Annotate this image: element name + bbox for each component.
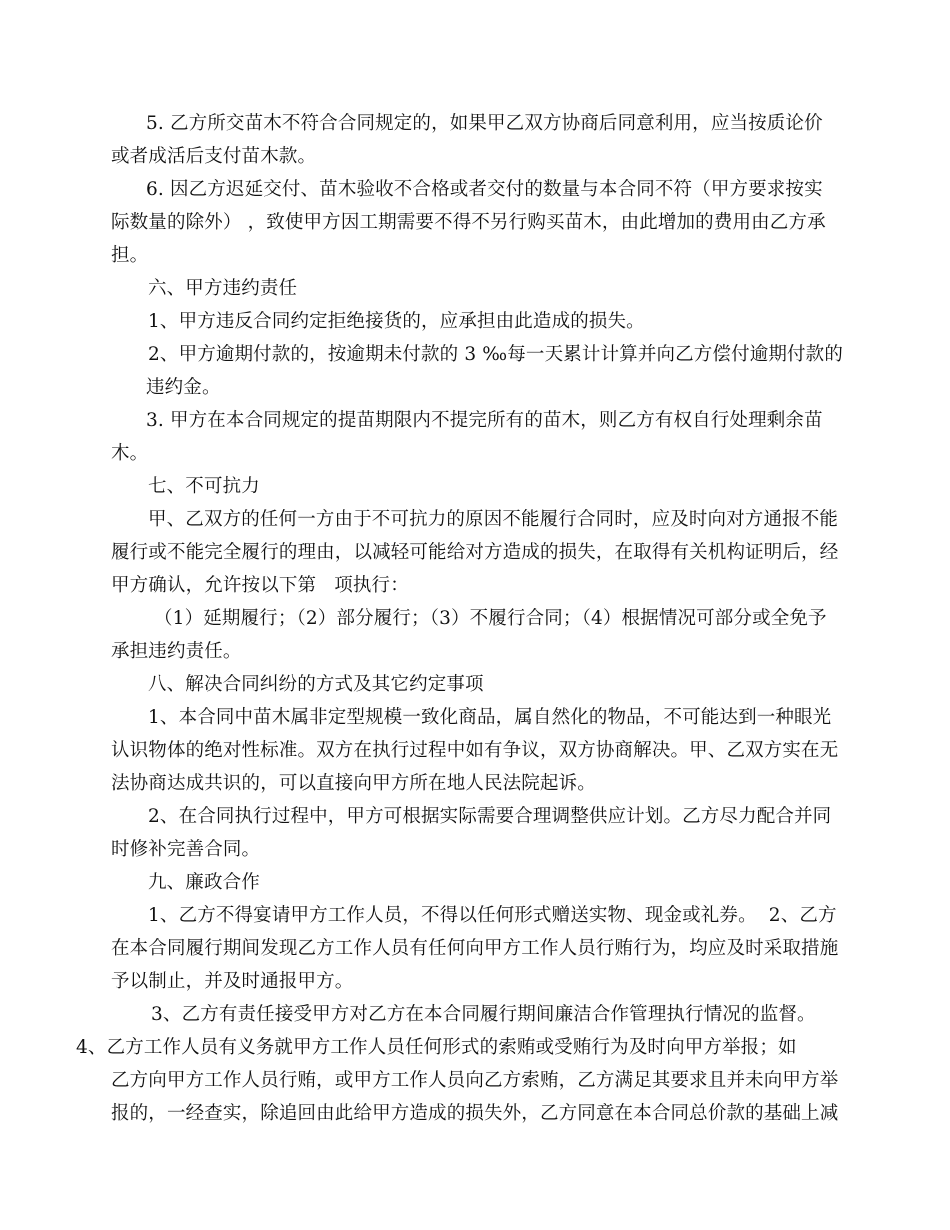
section-heading: 八、解决合同纠纷的方式及其它约定事项 [148,674,484,695]
paragraph-line: 违约金。 [146,377,221,398]
paragraph-line: 2、在合同执行过程中，甲方可根据实际需要合理调整供应计划。乙方尽力配合并同 [148,806,832,827]
paragraph-line: 6. 因乙方迟延交付、苗木验收不合格或者交付的数量与本合同不符（甲方要求按实 [146,179,823,200]
paragraph-line: 3、乙方有责任接受甲方对乙方在本合同履行期间廉洁合作管理执行情况的监督。 [151,1004,816,1025]
paragraph-line: 乙方向甲方工作人员行贿，或甲方工作人员向乙方索贿，乙方满足其要求且并未向甲方举 [111,1070,839,1091]
section-heading: 六、甲方违约责任 [148,278,298,299]
paragraph-line: 甲、乙双方的任何一方由于不可抗力的原因不能履行合同时，应及时向对方通报不能 [148,509,839,530]
paragraph-line: 履行或不能完全履行的理由，以减轻可能给对方造成的损失，在取得有关机构证明后，经 [111,542,839,563]
paragraph-line: 4、乙方工作人员有义务就甲方工作人员任何形式的索贿或受贿行为及时向甲方举报；如 [76,1037,797,1058]
paragraph-line: 担。 [111,245,149,266]
paragraph-line: 际数量的除外） ，致使甲方因工期需要不得不另行购买苗木，由此增加的费用由乙方承 [111,212,826,233]
paragraph-line: 在本合同履行期间发现乙方工作人员有任何向甲方工作人员行贿行为，均应及时采取措施 [111,938,839,959]
paragraph-line: 认识物体的绝对性标准。双方在执行过程中如有争议，双方协商解决。甲、乙双方实在无 [111,740,839,761]
paragraph-line: 承担违约责任。 [111,641,242,662]
paragraph-line: 1、甲方违反合同约定拒绝接货的，应承担由此造成的损失。 [148,311,645,332]
paragraph-line: 2、甲方逾期付款的，按逾期未付款的 3 ‰每一天累计计算并向乙方偿付逾期付款的 [148,344,843,365]
paragraph-line: 时修补完善合同。 [111,839,261,860]
paragraph-line: （1）延期履行；（2）部分履行；（3）不履行合同；（4）根据情况可部分或全免予 [154,608,827,629]
section-heading: 七、不可抗力 [148,476,260,497]
paragraph-line: 木。 [111,443,149,464]
paragraph-line: 1、乙方不得宴请甲方工作人员，不得以任何形式赠送实物、现金或礼券。 2、乙方 [148,905,837,926]
paragraph-line: 予以制止，并及时通报甲方。 [111,971,354,992]
paragraph-line: 5. 乙方所交苗木不符合合同规定的，如果甲乙双方协商后同意利用，应当按质论价 [146,113,823,134]
paragraph-line: 法协商达成共识的，可以直接向甲方所在地人民法院起诉。 [111,773,596,794]
paragraph-line: 3. 甲方在本合同规定的提苗期限内不提完所有的苗木，则乙方有权自行处理剩余苗 [146,410,823,431]
paragraph-line: 或者成活后支付苗木款。 [111,146,317,167]
section-heading: 九、廉政合作 [148,872,260,893]
paragraph-line: 1、本合同中苗木属非定型规模一致化商品，属自然化的物品，不可能达到一种眼光 [148,707,832,728]
paragraph-line: 报的，一经查实，除追回由此给甲方造成的损失外，乙方同意在本合同总价款的基础上减 [111,1103,839,1124]
paragraph-line: 甲方确认，允许按以下第 项执行： [111,575,409,596]
